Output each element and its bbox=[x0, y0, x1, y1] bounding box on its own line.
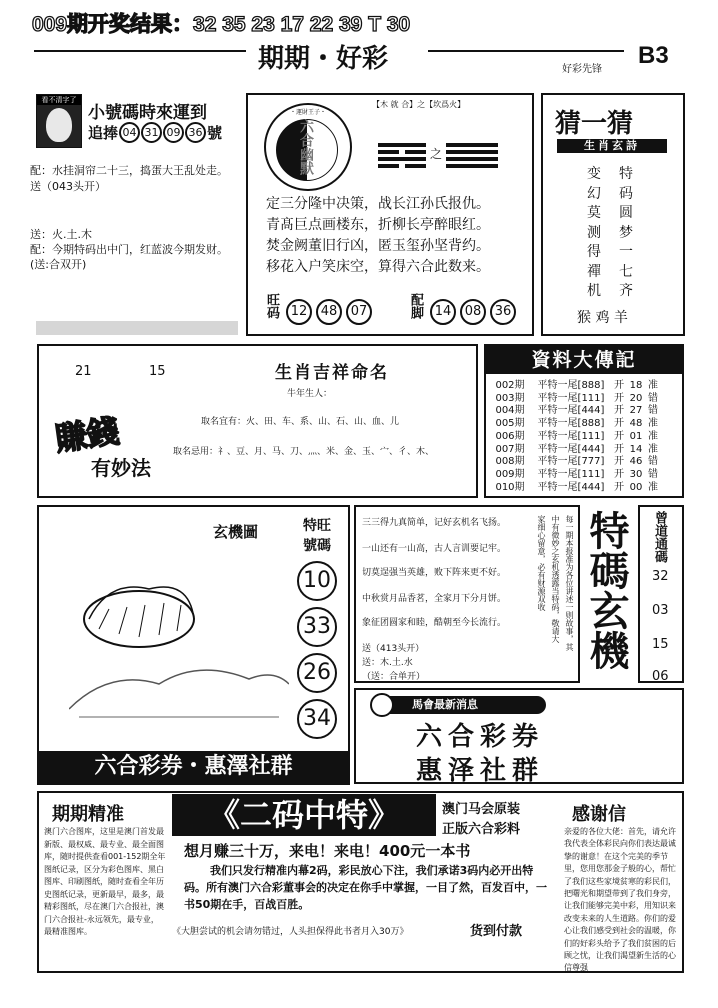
banner-side-1: 澳门马会原装 bbox=[442, 802, 521, 817]
poem2-extra: （送：合单开） bbox=[362, 672, 426, 682]
money-logo-sub: 有妙法 bbox=[91, 456, 151, 480]
record-status: 开 bbox=[614, 380, 624, 391]
promo-footer-right: 货到付款 bbox=[470, 924, 523, 939]
record-text: 平特一尾[111] bbox=[537, 468, 605, 480]
record-row bbox=[490, 444, 682, 457]
record-result: 错 bbox=[648, 468, 658, 480]
tip-line: 送（043头开） bbox=[30, 180, 106, 193]
record-status: 开 bbox=[614, 405, 624, 417]
avoid-list: 礻、豆、月、马、刀、灬、米、金、玉、宀、彳、木、 bbox=[218, 447, 435, 457]
suitable-list: 火、田、车、系、山、石、山、血、儿 bbox=[246, 417, 400, 427]
poem2-note: 家细心留意，必有财源双收 bbox=[537, 515, 546, 611]
news-line-2: 惠泽社群 bbox=[416, 756, 545, 786]
record-result: 准 bbox=[648, 443, 658, 455]
record-row bbox=[490, 405, 682, 418]
record-status: 开 bbox=[614, 456, 624, 468]
guess-char: 七 bbox=[619, 263, 633, 280]
avoid-label: 取名忌用： bbox=[173, 447, 219, 457]
records-title: 資料大傳記 bbox=[486, 346, 682, 374]
tema-number: 10 bbox=[297, 561, 337, 601]
promo-body: 我们只发行精准内幕2码，彩民放心下注，我们承诺3码内必开出特码。所有澳门六合彩董事会的决定在你手中掌握，一目了然，百发百中，一书50期在手，百战百胜。 bbox=[184, 864, 547, 911]
records-list bbox=[490, 380, 682, 494]
record-text: 平特一尾[888] bbox=[537, 380, 605, 391]
record-text: 平特一尾[444] bbox=[537, 443, 605, 455]
avoid-row bbox=[173, 444, 434, 457]
tema-title: 特碼玄機 bbox=[583, 510, 629, 670]
guess-char: 码 bbox=[619, 185, 633, 202]
record-period: 005期 bbox=[495, 418, 525, 430]
tip-line: 送：火.土.木 bbox=[30, 228, 92, 241]
pei-number: 36 bbox=[490, 299, 516, 325]
landscape-illustration bbox=[69, 559, 289, 729]
side-title-1: 特旺 bbox=[303, 518, 331, 534]
zodiac-box bbox=[37, 344, 478, 498]
guess-char: 测 bbox=[587, 224, 601, 241]
result-line: 009期开奖结果：32 35 23 17 22 39 T 30 bbox=[32, 13, 411, 36]
record-result: 准 bbox=[648, 481, 658, 493]
record-status: 开 bbox=[614, 443, 624, 455]
badge-top: ・運財王子・ bbox=[289, 109, 326, 116]
tema-side-number: 15 bbox=[652, 637, 669, 652]
guess-char: 幻 bbox=[587, 185, 601, 202]
chase-number: 09 bbox=[163, 122, 184, 143]
promo-footer: 《大胆尝试的机会请勿错过，人头担保得此书者月入30万》 bbox=[172, 927, 409, 937]
banner: 六合彩券・惠澤社群 bbox=[39, 751, 348, 783]
record-text: 平特一尾[888] bbox=[537, 418, 605, 430]
wang-number: 12 bbox=[286, 299, 312, 325]
record-period: 003期 bbox=[495, 392, 525, 404]
left-title: 期期精准 bbox=[52, 804, 124, 825]
record-status: 开 bbox=[614, 418, 624, 430]
tema-side-box bbox=[638, 505, 684, 683]
record-status: 开 bbox=[614, 392, 624, 404]
pei-number: 08 bbox=[460, 299, 486, 325]
guess-char: 梦 bbox=[619, 224, 633, 241]
luck-title: 小號碼時來運到 bbox=[88, 103, 207, 123]
trigram-left-icon bbox=[378, 143, 426, 168]
guess-subtitle: 生肖玄詩 bbox=[557, 139, 667, 153]
tema-number: 34 bbox=[297, 699, 337, 739]
poem-line: 青髙巨点画楼东，折柳长亭醉眼红。 bbox=[266, 217, 490, 233]
record-text: 平特一尾[444] bbox=[537, 405, 605, 417]
chase-prefix: 追捧 bbox=[88, 124, 119, 142]
poem-line: 移花入户笑床空，算得六合此数来。 bbox=[266, 259, 490, 275]
record-period: 004期 bbox=[495, 405, 525, 417]
poem2-extra: 送（413头开） bbox=[362, 644, 425, 654]
guess-char: 一 bbox=[619, 244, 633, 260]
avatar bbox=[36, 94, 82, 148]
record-row bbox=[490, 393, 682, 406]
record-num: 00 bbox=[629, 481, 643, 493]
guess-char: 圆 bbox=[619, 205, 633, 221]
guess-char: 莫 bbox=[587, 205, 601, 221]
record-result: 错 bbox=[648, 392, 658, 404]
right-text: 亲爱的各位大佬：首先，请允许我代表全体彩民向你们表达最诚挚的谢意！在这个完美的季节里，您用您那金子般的心，帮忙了我们这些家境贫寒的彩民们，把曙光和期望带到了我们身旁，让我们能够完美中彩，用知识来改变未来的人生道路。你们的爱心让我们感受到社会的温暖，你们的好彩头给予了我们贫困的后顾之忧，让我们渴望新生活的心信尊强 bbox=[564, 827, 676, 973]
top-left-panel bbox=[30, 92, 240, 332]
record-num: 27 bbox=[629, 405, 643, 417]
records-box bbox=[484, 344, 684, 498]
tema-number: 33 bbox=[297, 607, 337, 647]
header-rule-left bbox=[34, 50, 246, 52]
guess-answer: 猴 鸡 羊 bbox=[577, 310, 628, 326]
guess-title: 猜一猜 bbox=[555, 109, 634, 139]
guess-char: 变 bbox=[587, 166, 601, 182]
zodiac-num: 21 bbox=[75, 364, 92, 379]
poem2-extra: 送：木.土.水 bbox=[362, 658, 413, 668]
trigram-title: 【木 就 合】之【坎爲火】 bbox=[372, 100, 466, 109]
ball-icon bbox=[370, 693, 394, 717]
poem2-note: 中有微妙之玄机透露当特码，敬请大 bbox=[551, 515, 560, 643]
news-box bbox=[354, 688, 684, 784]
wang-number: 07 bbox=[346, 299, 372, 325]
side-title-2: 號碼 bbox=[303, 538, 331, 554]
avatar-caption: 看不清字了 bbox=[37, 95, 81, 105]
suitable-label: 取名宜有： bbox=[201, 417, 247, 427]
promo-line: 想月赚三十万，来电！来电！400元一本书 bbox=[184, 842, 471, 860]
tema-side-number: 03 bbox=[652, 603, 669, 618]
record-row bbox=[490, 431, 682, 444]
record-num: 30 bbox=[629, 468, 643, 480]
record-result: 准 bbox=[648, 380, 658, 391]
money-logo: 賺錢 bbox=[52, 411, 122, 459]
masthead: 期期・好彩 bbox=[258, 44, 389, 74]
trigram-right-icon bbox=[446, 143, 498, 168]
guess-box bbox=[541, 93, 685, 336]
record-row bbox=[490, 456, 682, 469]
wang-number: 48 bbox=[316, 299, 342, 325]
record-period: 007期 bbox=[495, 443, 525, 455]
record-text: 平特一尾[111] bbox=[537, 430, 605, 442]
poem-box bbox=[246, 93, 534, 336]
record-row bbox=[490, 418, 682, 431]
badge-text: 六合幽默 bbox=[298, 119, 314, 175]
chase-row bbox=[88, 122, 222, 143]
record-period: 009期 bbox=[495, 468, 525, 480]
record-text: 平特一尾[111] bbox=[537, 392, 605, 404]
xuanji-picture-box bbox=[37, 505, 350, 785]
guess-col-1 bbox=[587, 165, 603, 302]
news-header bbox=[376, 696, 546, 714]
record-row bbox=[490, 380, 682, 393]
avatar-face-icon bbox=[46, 108, 72, 142]
record-period: 008期 bbox=[495, 456, 525, 468]
poem-line: 定三分隆中决策，战长江孙氏报仇。 bbox=[266, 196, 490, 212]
left-text: 澳门六合图库，这里是澳门首发最新版、最权威、最专业、最全面图库，随时提供查看001-152期全年图纸记录，区分为彩色图库、黑白图库、印刷图纸，随时查看全年历史图纸记录，更新最早，最多，最精彩图纸，尽在澳门六合报社，澳门六合报社-永远领先，最专业，最精准图库。 bbox=[44, 827, 166, 936]
poem2-line: 象征团圆家和睦，酷朝至今长流行。 bbox=[362, 618, 507, 628]
pei-numbers bbox=[430, 299, 516, 325]
xuanji-label: 玄機圖 bbox=[213, 523, 259, 541]
poem2-box bbox=[354, 505, 580, 683]
pei-label: 配脚 bbox=[408, 293, 423, 319]
record-num: 46 bbox=[629, 456, 643, 468]
tema-side-number: 06 bbox=[652, 669, 669, 684]
slogan: 好彩先锋 bbox=[562, 64, 602, 75]
record-status: 开 bbox=[614, 430, 624, 442]
zodiac-title: 生肖吉祥命名 bbox=[275, 363, 389, 383]
wang-numbers bbox=[286, 299, 372, 325]
banner-main: 《二码中特》 bbox=[172, 794, 436, 836]
poem2-line: 一山还有一山高，古人言训要记牢。 bbox=[362, 544, 507, 554]
trigram-mid: 之 bbox=[430, 147, 443, 161]
guess-char: 得 bbox=[587, 244, 601, 260]
record-num: 18 bbox=[629, 380, 643, 391]
record-num: 01 bbox=[629, 430, 643, 442]
chase-suffix: 號 bbox=[207, 124, 223, 142]
record-status: 开 bbox=[614, 468, 624, 480]
tip-line: 配：今期特码出中门，红蓝波今期发财。 bbox=[30, 243, 228, 256]
chase-number: 31 bbox=[141, 122, 162, 143]
suitable-row bbox=[201, 414, 399, 427]
record-text: 平特一尾[777] bbox=[537, 456, 605, 468]
banner-side-2: 正版六合彩料 bbox=[442, 822, 521, 837]
tema-side-number: 32 bbox=[652, 569, 669, 584]
guess-char: 齐 bbox=[619, 283, 633, 299]
chase-number: 36 bbox=[185, 122, 206, 143]
chase-number: 04 bbox=[119, 122, 140, 143]
guess-col-2 bbox=[619, 165, 635, 302]
record-row bbox=[490, 482, 682, 495]
ox-line: 牛年生人： bbox=[287, 389, 333, 399]
wang-label: 旺码 bbox=[264, 293, 279, 319]
tip-line: (送:合双开) bbox=[30, 258, 87, 271]
header-rule-right bbox=[428, 50, 624, 52]
poem-line: 焚金阙董旧行凶，匿玉玺孙坚背约。 bbox=[266, 238, 490, 254]
record-status: 开 bbox=[614, 481, 624, 493]
zodiac-num: 15 bbox=[149, 364, 166, 379]
guess-char: 机 bbox=[587, 283, 601, 299]
page-number: B3 bbox=[638, 42, 669, 69]
record-period: 006期 bbox=[495, 430, 525, 442]
tema-number: 26 bbox=[297, 653, 337, 693]
right-title: 感谢信 bbox=[572, 804, 626, 825]
pei-number: 14 bbox=[430, 299, 456, 325]
record-period: 002期 bbox=[495, 380, 525, 391]
record-result: 准 bbox=[648, 418, 658, 430]
poem2-line: 切莫逞强当英雄，败下阵来更不好。 bbox=[362, 568, 507, 578]
poem2-note: 每一期本报准为各位讲述一则故事，其 bbox=[565, 515, 574, 651]
record-period: 010期 bbox=[495, 481, 525, 493]
record-result: 准 bbox=[648, 430, 658, 442]
record-result: 错 bbox=[648, 456, 658, 468]
guess-char: 特 bbox=[619, 166, 633, 182]
news-header-text: 馬會最新消息 bbox=[412, 698, 478, 711]
record-text: 平特一尾[444] bbox=[537, 481, 605, 493]
poem2-line: 中秋赏月品香茗，全家月下分月饼。 bbox=[362, 594, 507, 604]
news-line-1: 六合彩券 bbox=[416, 722, 545, 752]
tema-side-title: 曾道通碼 bbox=[652, 511, 667, 563]
tip-line: 配：水挂洞帘二十三，捣蛋大王乱处走。 bbox=[30, 164, 228, 177]
record-result: 错 bbox=[648, 405, 658, 417]
tema-circles bbox=[297, 561, 348, 739]
record-num: 20 bbox=[629, 392, 643, 404]
gray-strip bbox=[36, 321, 238, 335]
youmo-badge bbox=[264, 103, 352, 191]
record-row bbox=[490, 469, 682, 482]
record-num: 14 bbox=[629, 443, 643, 455]
guess-char: 禪 bbox=[587, 263, 601, 280]
poem2-line: 三三得九真简单，记好玄机名飞扬。 bbox=[362, 518, 507, 528]
record-num: 48 bbox=[629, 418, 643, 430]
